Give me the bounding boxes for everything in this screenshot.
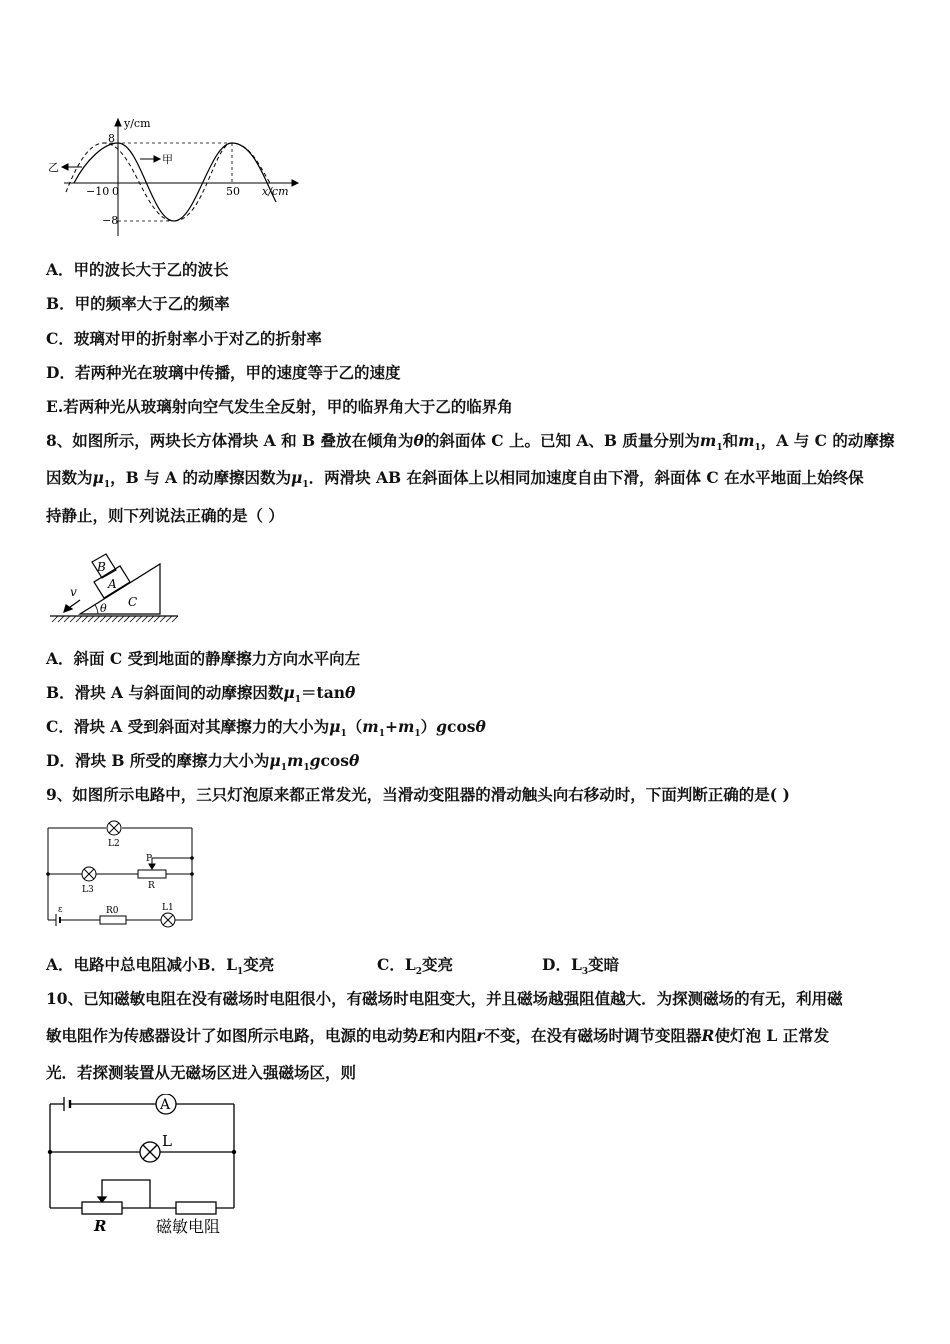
wave-y-label: y/cm — [124, 117, 151, 130]
label-p: P — [146, 854, 153, 864]
slider-arrow — [98, 1197, 106, 1202]
q8-option-d: D．滑块 B 所受的摩擦力大小为$\mu_1m_1gcos\theta$ — [46, 751, 360, 774]
wave-x-label: x/cm — [262, 185, 289, 198]
ground-hatching — [52, 616, 178, 622]
jia-arrowhead — [154, 156, 160, 162]
resistor-r0 — [100, 916, 126, 924]
label-r: R — [148, 881, 155, 891]
q9-option-d: D．$L_3$变暗 — [542, 955, 620, 978]
q8-option-a: A．斜面 C 受到地面的静摩擦力方向水平向左 — [46, 649, 361, 668]
label-l1: L1 — [162, 903, 174, 913]
q9-stem: 9、如图所示电路中，三只灯泡原来都正常发光，当滑动变阻器的滑动触头向右移动时，下面判断正确的是( ) — [46, 785, 790, 804]
q10-circuit-figure — [42, 1094, 252, 1240]
q7-option-d: D．若两种光在玻璃中传播，甲的速度等于乙的速度 — [46, 363, 401, 382]
wave-jia-label: 甲 — [162, 153, 173, 166]
magnetoresistor-label: 磁敏电阻 — [156, 1217, 221, 1236]
incline-label-theta: θ — [100, 602, 107, 615]
incline-label-a: A — [108, 577, 117, 591]
yi-arrowhead — [62, 164, 68, 170]
incline-c — [80, 564, 160, 614]
label-epsilon: ε — [58, 905, 63, 915]
label-l3: L3 — [82, 885, 94, 895]
wave-x-zero: 0 — [112, 185, 119, 198]
rheostat-r — [82, 1202, 122, 1214]
q9-option-a: A．电路中总电阻减小 — [46, 955, 198, 974]
q9-circuit-figure — [42, 818, 200, 930]
q8-stem-line1: 8、如图所示，两块长方体滑块 A 和 B 叠放在倾角为θ的斜面体 C 上。已知 A、B 质量分别为$m_1$和$m_1$，A 与 C 的动摩擦 — [46, 431, 895, 454]
rheostat-label: R — [94, 1217, 107, 1235]
q9-option-c: C．$L_2$变亮 — [377, 955, 454, 978]
q8-option-b: B．滑块 A 与斜面间的动摩擦因数$\mu_1=\tan\theta$ — [46, 683, 356, 706]
incline-label-b: B — [97, 560, 106, 574]
wave-figure — [44, 112, 304, 238]
y-axis-arrow — [115, 119, 121, 126]
q8-stem-line3: 持静止，则下列说法正确的是（ ） — [46, 506, 284, 525]
wave-y-min: −8 — [102, 214, 119, 227]
magnetoresistor — [176, 1202, 216, 1214]
wave-y-max: 8 — [108, 132, 115, 145]
q10-stem-line1: 10、已知磁敏电阻在没有磁场时电阻很小，有磁场时电阻变大，并且磁场越强阻值越大．为探测磁场的有无，利用磁 — [46, 989, 843, 1008]
q7-option-b: B．甲的频率大于乙的频率 — [46, 294, 230, 313]
incline-label-v: v — [70, 585, 77, 599]
ammeter-label: A — [160, 1097, 171, 1113]
q7-option-e: E.若两种光从玻璃射向空气发生全反射，甲的临界角大于乙的临界角 — [46, 397, 513, 416]
slider-wire — [152, 858, 192, 866]
lamp-label: L — [162, 1132, 172, 1150]
label-l2: L2 — [108, 839, 120, 849]
x-axis-arrow — [292, 180, 298, 186]
q9-options-row — [46, 955, 274, 982]
wave-x-50: 50 — [226, 185, 240, 198]
q8-option-c: C．滑块 A 受到斜面对其摩擦力的大小为$\mu_1(m_1+m_1)gcos\theta$ — [46, 717, 486, 740]
theta-arc — [95, 605, 98, 614]
q10-stem-line3: 光．若探测装置从无磁场区进入强磁场区，则 — [46, 1063, 357, 1082]
wave-x-neg: −10 — [86, 185, 110, 198]
rheostat-r — [138, 870, 166, 878]
incline-figure — [44, 540, 184, 630]
q10-stem-line2: 敏电阻作为传感器设计了如图所示电路，电源的电动势E和内阻r不变，在没有磁场时调节变阻器R使灯泡 L 正常发 — [46, 1026, 830, 1045]
q7-option-a: A．甲的波长大于乙的波长 — [46, 260, 229, 279]
wave-jia-curve — [74, 143, 276, 221]
incline-label-c: C — [128, 595, 138, 609]
q9-option-b: B．$L_1$变亮 — [197, 955, 275, 978]
slider-arrow — [149, 864, 155, 869]
wave-yi-label: 乙 — [48, 161, 59, 174]
q7-option-c: C．玻璃对甲的折射率小于对乙的折射率 — [46, 329, 322, 348]
label-r0: R0 — [106, 906, 119, 916]
q8-stem-line2: 因数为$\mu_1$，B 与 A 的动摩擦因数为$\mu_1$．两滑块 AB 在斜面体上以相同加速度自由下滑，斜面体 C 在水平地面上始终保 — [46, 468, 864, 491]
